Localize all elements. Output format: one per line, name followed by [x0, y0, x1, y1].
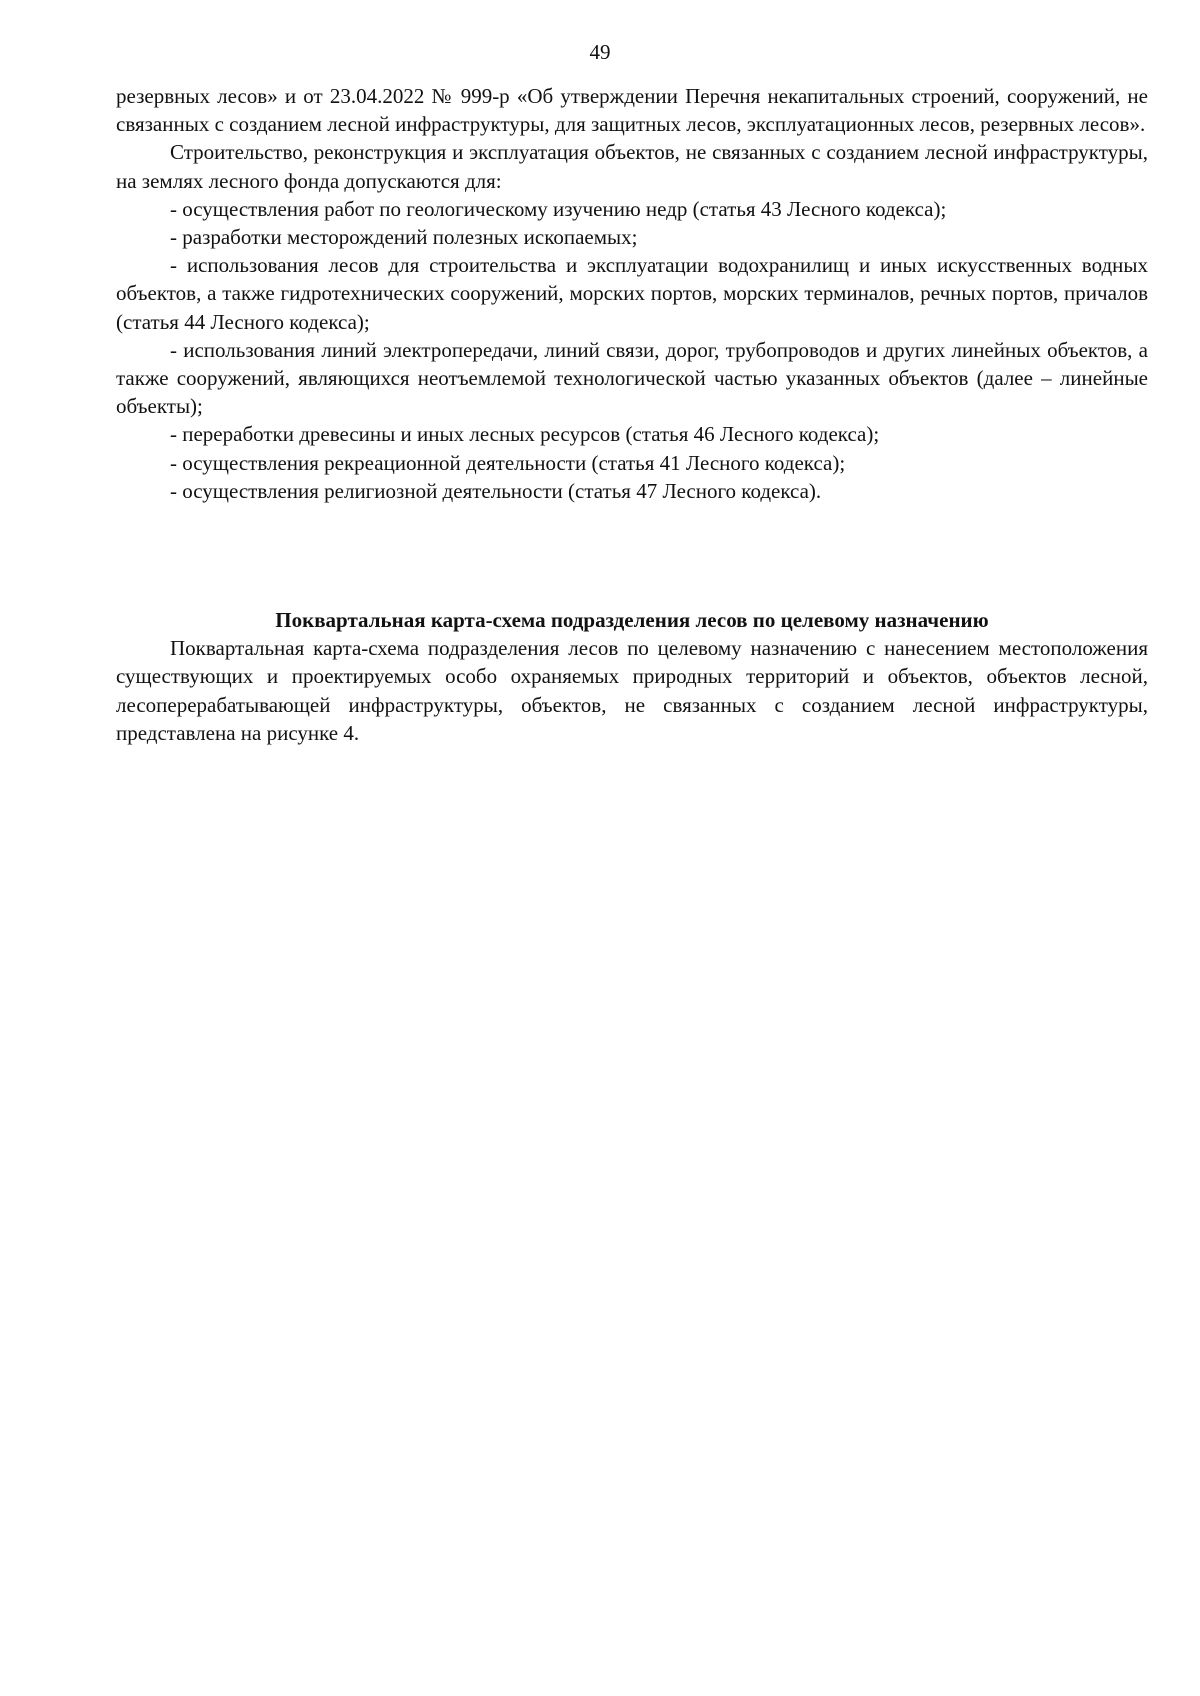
list-item: - осуществления рекреационной деятельности (статья 41 Лесного кодекса);	[170, 450, 846, 475]
paragraph-continuation: резервных лесов» и от 23.04.2022 № 999-р «Об утверждении Перечня некапитальных строений, сооружений, не связанных с созданием лесной инфраструктуры, для защитных лесов, эксплуатационных лесов, резервных лесов».	[116, 84, 1148, 137]
body-text-section-1	[116, 82, 1148, 505]
list-item: - осуществления религиозной деятельности (статья 47 Лесного кодекса).	[170, 478, 822, 503]
list-item: - разработки месторождений полезных ископаемых;	[170, 225, 638, 250]
list-item: - использования линий электропередачи, линий связи, дорог, трубопроводов и других линейных объектов, а также сооружений, являющихся неотъемлемой технологической частью указанных объектов (далее – линейные объекты);	[116, 337, 1148, 419]
page-number: 49	[589, 40, 611, 64]
paragraph-map-description: Поквартальная карта-схема подразделения лесов по целевому назначению с нанесением местоположения существующих и проектируемых особо охраняемых природных территорий и объектов, объектов лесной, лесоперерабатывающей инфраструктуры, объектов, не связанных с созданием лесной инфраструктуры, представлена на рисунке 4.	[116, 636, 1148, 745]
paragraph-intro: Строительство, реконструкция и эксплуатация объектов, не связанных с созданием лесной инфраструктуры, на землях лесного фонда допускаются для:	[116, 140, 1148, 193]
list-item: - использования лесов для строительства и эксплуатации водохранилищ и иных искусственных водных объектов, а также гидротехнических сооружений, морских портов, морских терминалов, речных портов, причалов (статья 44 Лесного кодекса);	[116, 253, 1148, 334]
section-heading: Поквартальная карта-схема подразделения лесов по целевому назначению	[275, 608, 989, 632]
body-text-section-2	[116, 606, 1148, 747]
list-item: - осуществления работ по геологическому изучению недр (статья 43 Лесного кодекса);	[170, 196, 947, 221]
list-item: - переработки древесины и иных лесных ресурсов (статья 46 Лесного кодекса);	[170, 422, 880, 447]
